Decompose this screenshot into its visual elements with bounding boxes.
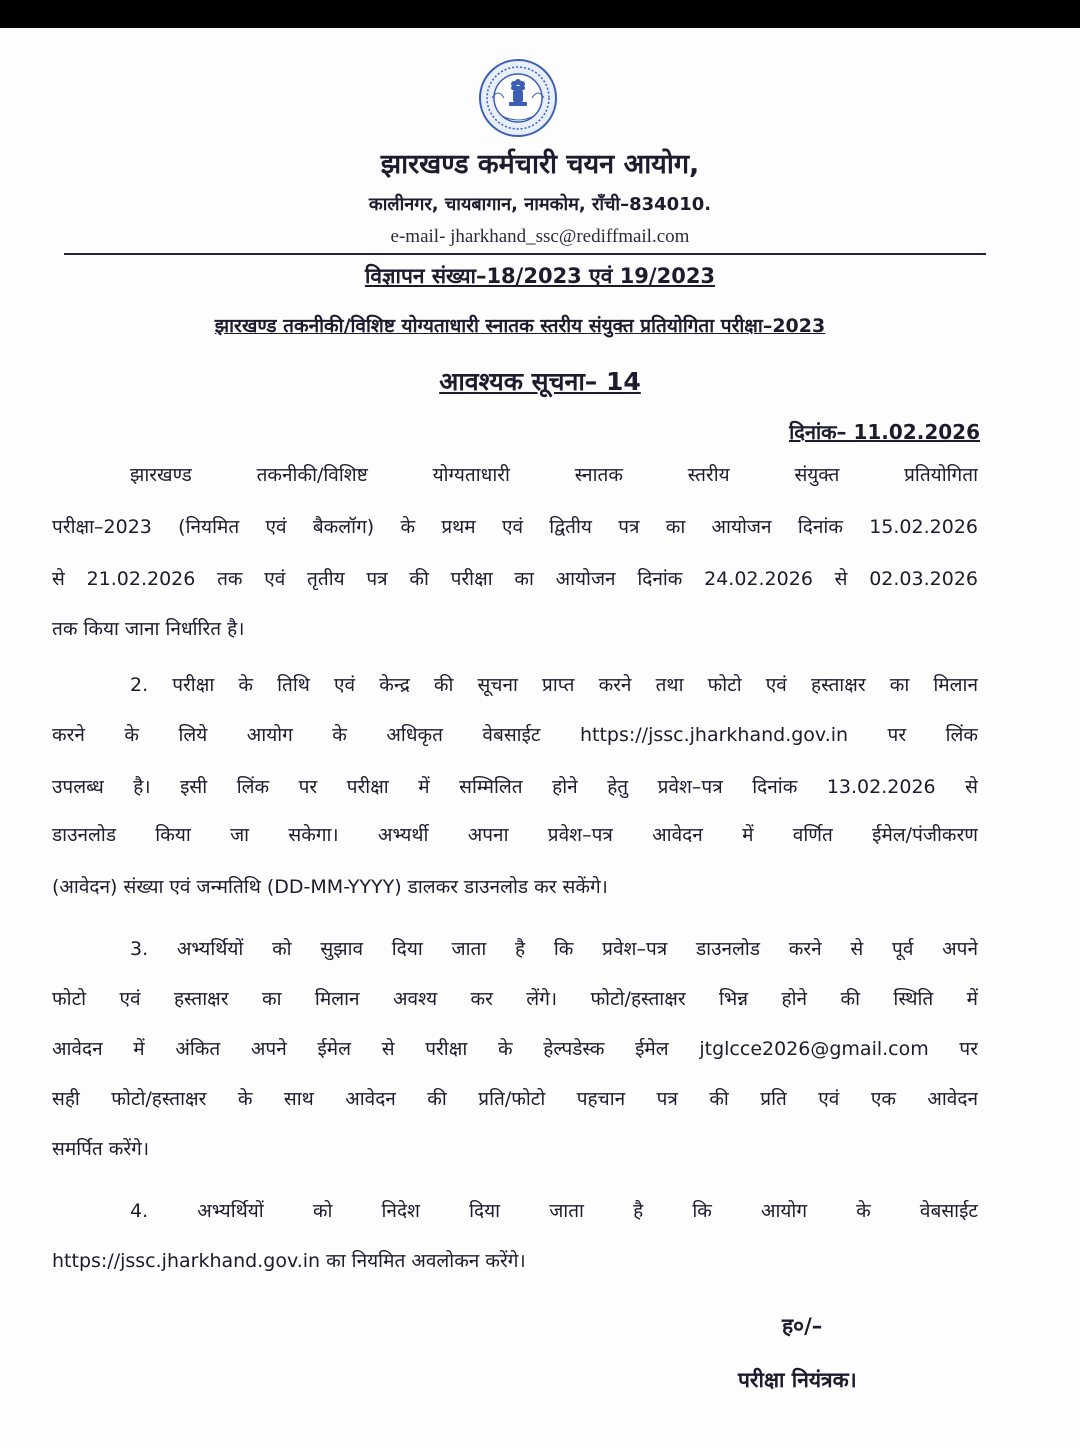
jharkhand-seal-emblem	[478, 58, 558, 138]
para2-line-4: डाउनलोड किया जा सकेगा। अभ्यर्थी अपना प्रवेश–पत्र आवेदन में वर्णित ईमेल/पंजीकरण	[52, 824, 978, 846]
advertisement-number: विज्ञापन संख्या–18/2023 एवं 19/2023	[364, 264, 716, 288]
signature-mark: ह०/–	[782, 1314, 823, 1338]
para2-line-5: (आवेदन) संख्या एवं जन्मतिथि (DD-MM-YYYY) डालकर डाउनलोड कर सकेंगे।	[52, 876, 608, 898]
para1-line-2: परीक्षा–2023 (नियमित एवं बैकलॉग) के प्रथम एवं द्वितीय पत्र का आयोजन दिनांक 15.02.2026	[52, 516, 978, 538]
organisation-address: कालीनगर, चायबागान, नामकोम, राँची–834010.	[368, 194, 712, 215]
notice-title: आवश्यक सूचना– 14	[439, 367, 641, 396]
top-black-bar	[0, 0, 1080, 28]
exam-title: झारखण्ड तकनीकी/विशिष्ट योग्यताधारी स्नातक स्तरीय संयुक्त प्रतियोगिता परीक्षा–2023	[214, 315, 826, 337]
para4-line-1: 4. अभ्यर्थियों को निदेश दिया जाता है कि आयोग के वेबसाईट	[130, 1200, 978, 1222]
para3-line-3: आवेदन में अंकित अपने ईमेल से परीक्षा के हेल्पडेस्क ईमेल jtglcce2026@gmail.com पर	[52, 1038, 978, 1060]
header-divider	[64, 253, 986, 255]
para3-line-4: सही फोटो/हस्ताक्षर के साथ आवेदन की प्रति/फोटो पहचान पत्र की प्रति एवं एक आवेदन	[52, 1088, 978, 1110]
organisation-name: झारखण्ड कर्मचारी चयन आयोग,	[380, 149, 700, 180]
para3-line-1: 3. अभ्यर्थियों को सुझाव दिया जाता है कि प्रवेश–पत्र डाउनलोड करने से पूर्व अपने	[130, 938, 978, 960]
signatory-designation: परीक्षा नियंत्रक।	[738, 1368, 857, 1392]
para3-line-2: फोटो एवं हस्ताक्षर का मिलान अवश्य कर लेंगे। फोटो/हस्ताक्षर भिन्न होने की स्थिति में	[52, 988, 978, 1010]
organisation-email: e-mail- jharkhand_ssc@rediffmail.com	[390, 226, 690, 247]
para4-line-2: https://jssc.jharkhand.gov.in का नियमित अवलोकन करेंगे।	[52, 1250, 526, 1272]
para2-line-1: 2. परीक्षा के तिथि एवं केन्द्र की सूचना प्राप्त करने तथा फोटो एवं हस्ताक्षर का मिलान	[130, 674, 978, 696]
para2-line-3: उपलब्ध है। इसी लिंक पर परीक्षा में सम्मिलित होने हेतु प्रवेश–पत्र दिनांक 13.02.2026 से	[52, 776, 978, 798]
para1-line-1: झारखण्ड तकनीकी/विशिष्ट योग्यताधारी स्नातक स्तरीय संयुक्त प्रतियोगिता	[130, 464, 978, 486]
para2-line-2: करने के लिये आयोग के अधिकृत वेबसाईट https://jssc.jharkhand.gov.in पर लिंक	[52, 724, 978, 746]
para1-line-4: तक किया जाना निर्धारित है।	[52, 618, 245, 640]
para3-line-5: समर्पित करेंगे।	[52, 1138, 150, 1160]
notice-date: दिनांक– 11.02.2026	[789, 420, 980, 444]
notice-document	[0, 28, 1080, 1448]
para1-line-3: से 21.02.2026 तक एवं तृतीय पत्र की परीक्षा का आयोजन दिनांक 24.02.2026 से 02.03.2026	[52, 568, 978, 590]
